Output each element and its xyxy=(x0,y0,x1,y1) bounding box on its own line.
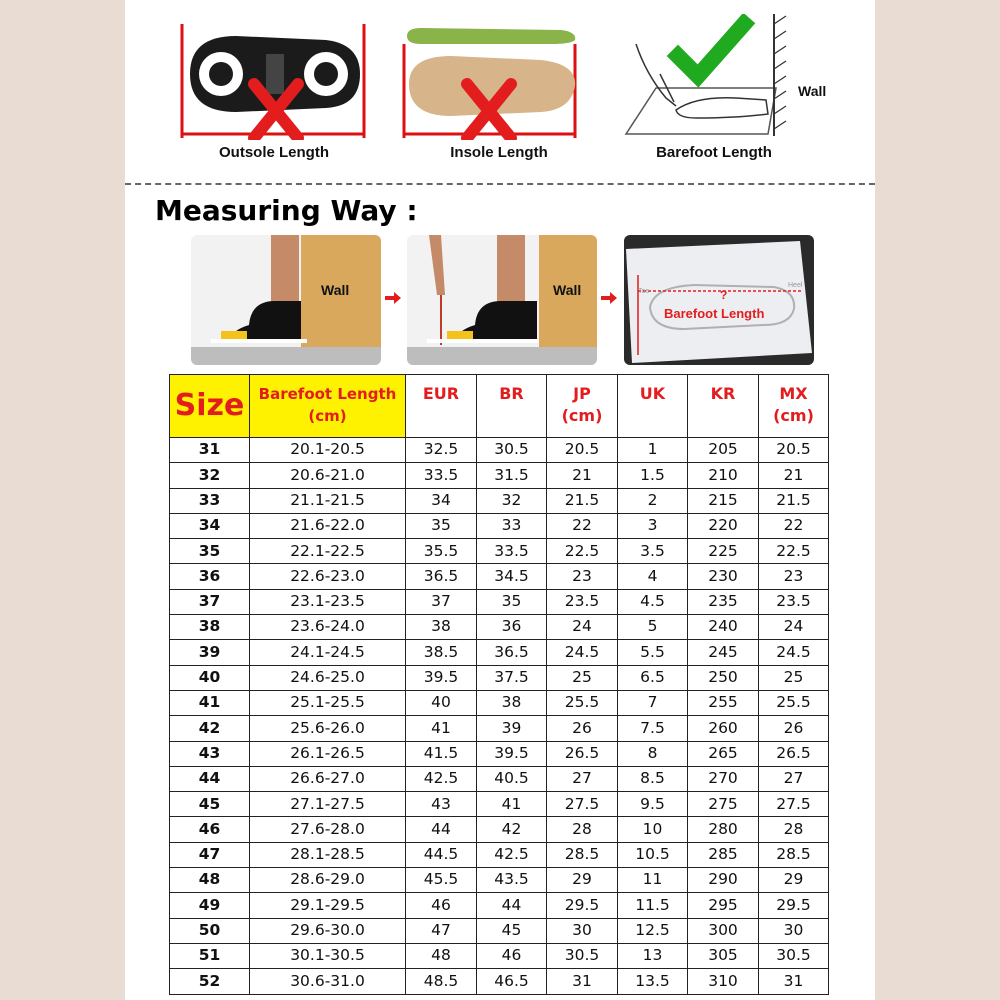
table-cell: 40.5 xyxy=(477,766,547,791)
table-cell: 30.5 xyxy=(547,943,618,968)
table-row xyxy=(170,438,829,463)
dashed-divider xyxy=(125,183,875,185)
table-cell: 310 xyxy=(688,969,759,994)
size-cell: 43 xyxy=(170,741,250,766)
table-cell: 45 xyxy=(477,918,547,943)
table-cell: 39.5 xyxy=(406,665,477,690)
table-cell: 35 xyxy=(406,513,477,538)
table-row xyxy=(170,488,829,513)
table-cell: 230 xyxy=(688,564,759,589)
table-cell: 28.6-29.0 xyxy=(250,868,406,893)
table-cell: 29.6-30.0 xyxy=(250,918,406,943)
table-cell: 300 xyxy=(688,918,759,943)
paper-question-label: ? xyxy=(720,288,728,302)
table-cell: 25 xyxy=(759,665,829,690)
table-cell: 7.5 xyxy=(618,716,688,741)
table-cell: 36 xyxy=(477,615,547,640)
table-cell: 43 xyxy=(406,792,477,817)
table-cell: 20.1-20.5 xyxy=(250,438,406,463)
table-cell: 21.5 xyxy=(547,488,618,513)
size-cell: 47 xyxy=(170,842,250,867)
table-cell: 24 xyxy=(759,615,829,640)
table-cell: 26 xyxy=(759,716,829,741)
size-chart-table xyxy=(169,374,829,995)
paper-barefoot-label: Barefoot Length xyxy=(664,306,765,321)
table-cell: 38 xyxy=(477,690,547,715)
table-cell: 30.5 xyxy=(477,438,547,463)
table-cell: 46 xyxy=(406,893,477,918)
table-cell: 27 xyxy=(547,766,618,791)
table-cell: 4.5 xyxy=(618,589,688,614)
table-cell: 20.5 xyxy=(759,438,829,463)
table-cell: 34 xyxy=(406,488,477,513)
size-cell: 52 xyxy=(170,969,250,994)
outsole-method xyxy=(176,14,372,164)
table-cell: 20.6-21.0 xyxy=(250,463,406,488)
table-cell: 28.1-28.5 xyxy=(250,842,406,867)
table-cell: 40 xyxy=(406,690,477,715)
table-cell: 23 xyxy=(759,564,829,589)
table-cell: 32 xyxy=(477,488,547,513)
header-eur: EUR xyxy=(406,375,477,438)
table-cell: 29 xyxy=(547,868,618,893)
table-cell: 26.5 xyxy=(547,741,618,766)
table-row xyxy=(170,615,829,640)
table-cell: 39 xyxy=(477,716,547,741)
table-cell: 8 xyxy=(618,741,688,766)
table-cell: 28.5 xyxy=(759,842,829,867)
barefoot-image xyxy=(616,14,846,140)
table-cell: 46 xyxy=(477,943,547,968)
table-cell: 34.5 xyxy=(477,564,547,589)
table-cell: 24.1-24.5 xyxy=(250,640,406,665)
table-cell: 44 xyxy=(406,817,477,842)
table-cell: 36.5 xyxy=(406,564,477,589)
table-cell: 22.5 xyxy=(547,539,618,564)
table-cell: 290 xyxy=(688,868,759,893)
wall-label-1: Wall xyxy=(321,282,350,298)
table-cell: 41 xyxy=(477,792,547,817)
table-cell: 41 xyxy=(406,716,477,741)
size-cell: 51 xyxy=(170,943,250,968)
arrow-right-icon xyxy=(601,292,617,304)
table-cell: 35 xyxy=(477,589,547,614)
table-cell: 13.5 xyxy=(618,969,688,994)
header-uk: UK xyxy=(618,375,688,438)
table-cell: 24.6-25.0 xyxy=(250,665,406,690)
table-cell: 29.5 xyxy=(759,893,829,918)
table-cell: 305 xyxy=(688,943,759,968)
table-cell: 240 xyxy=(688,615,759,640)
table-cell: 25.6-26.0 xyxy=(250,716,406,741)
size-cell: 38 xyxy=(170,615,250,640)
table-row xyxy=(170,943,829,968)
size-cell: 36 xyxy=(170,564,250,589)
table-cell: 22.1-22.5 xyxy=(250,539,406,564)
table-cell: 295 xyxy=(688,893,759,918)
table-cell: 27.1-27.5 xyxy=(250,792,406,817)
table-row xyxy=(170,766,829,791)
size-cell: 50 xyxy=(170,918,250,943)
header-barefoot: Barefoot Length (cm) xyxy=(250,375,406,438)
table-cell: 12.5 xyxy=(618,918,688,943)
table-cell: 2 xyxy=(618,488,688,513)
table-cell: 47 xyxy=(406,918,477,943)
paper-heel-label: Heel xyxy=(788,282,803,289)
size-cell: 48 xyxy=(170,868,250,893)
header-size: Size xyxy=(170,375,250,438)
size-cell: 32 xyxy=(170,463,250,488)
table-cell: 21 xyxy=(759,463,829,488)
table-cell: 28.5 xyxy=(547,842,618,867)
table-cell: 42.5 xyxy=(406,766,477,791)
table-cell: 30 xyxy=(759,918,829,943)
header-kr: KR xyxy=(688,375,759,438)
table-cell: 37 xyxy=(406,589,477,614)
table-cell: 29 xyxy=(759,868,829,893)
table-cell: 37.5 xyxy=(477,665,547,690)
insole-image xyxy=(401,14,597,140)
table-cell: 250 xyxy=(688,665,759,690)
table-cell: 25 xyxy=(547,665,618,690)
table-cell: 21.6-22.0 xyxy=(250,513,406,538)
table-cell: 245 xyxy=(688,640,759,665)
table-row xyxy=(170,792,829,817)
table-cell: 29.1-29.5 xyxy=(250,893,406,918)
size-cell: 40 xyxy=(170,665,250,690)
table-cell: 22.5 xyxy=(759,539,829,564)
table-cell: 22 xyxy=(547,513,618,538)
table-cell: 11 xyxy=(618,868,688,893)
table-row xyxy=(170,741,829,766)
table-row xyxy=(170,463,829,488)
table-cell: 21 xyxy=(547,463,618,488)
size-cell: 42 xyxy=(170,716,250,741)
table-cell: 33.5 xyxy=(406,463,477,488)
size-cell: 39 xyxy=(170,640,250,665)
paper-toe-label: Toe xyxy=(638,288,650,295)
table-cell: 23.1-23.5 xyxy=(250,589,406,614)
table-cell: 31 xyxy=(547,969,618,994)
measuring-photo-3 xyxy=(624,235,814,365)
wall-label-2: Wall xyxy=(553,282,582,298)
outsole-caption: Outsole Length xyxy=(219,144,329,161)
table-cell: 44 xyxy=(477,893,547,918)
outsole-image xyxy=(176,14,372,140)
table-cell: 31.5 xyxy=(477,463,547,488)
table-cell: 39.5 xyxy=(477,741,547,766)
table-row xyxy=(170,640,829,665)
size-cell: 33 xyxy=(170,488,250,513)
table-cell: 21.1-21.5 xyxy=(250,488,406,513)
table-cell: 26 xyxy=(547,716,618,741)
table-cell: 33 xyxy=(477,513,547,538)
table-row xyxy=(170,817,829,842)
insole-method xyxy=(401,14,597,164)
table-cell: 265 xyxy=(688,741,759,766)
table-row xyxy=(170,716,829,741)
table-cell: 48.5 xyxy=(406,969,477,994)
table-cell: 43.5 xyxy=(477,868,547,893)
table-cell: 285 xyxy=(688,842,759,867)
table-body xyxy=(170,438,829,995)
table-cell: 27.5 xyxy=(547,792,618,817)
table-cell: 32.5 xyxy=(406,438,477,463)
table-cell: 255 xyxy=(688,690,759,715)
table-cell: 38 xyxy=(406,615,477,640)
table-row xyxy=(170,893,829,918)
measuring-photo-2 xyxy=(407,235,597,365)
table-cell: 1.5 xyxy=(618,463,688,488)
table-row xyxy=(170,564,829,589)
table-row xyxy=(170,868,829,893)
table-cell: 23 xyxy=(547,564,618,589)
header-mx: MX (cm) xyxy=(759,375,829,438)
wall-label-top: Wall xyxy=(798,83,827,99)
table-row xyxy=(170,842,829,867)
table-cell: 7 xyxy=(618,690,688,715)
table-cell: 35.5 xyxy=(406,539,477,564)
table-cell: 6.5 xyxy=(618,665,688,690)
table-cell: 27.5 xyxy=(759,792,829,817)
table-row xyxy=(170,918,829,943)
table-cell: 30.5 xyxy=(759,943,829,968)
table-cell: 44.5 xyxy=(406,842,477,867)
size-cell: 41 xyxy=(170,690,250,715)
size-cell: 44 xyxy=(170,766,250,791)
table-cell: 25.5 xyxy=(547,690,618,715)
table-row xyxy=(170,589,829,614)
table-header-row xyxy=(170,375,829,438)
table-row xyxy=(170,513,829,538)
table-cell: 28 xyxy=(759,817,829,842)
table-cell: 210 xyxy=(688,463,759,488)
table-cell: 24.5 xyxy=(547,640,618,665)
size-cell: 46 xyxy=(170,817,250,842)
table-cell: 27 xyxy=(759,766,829,791)
table-cell: 25.1-25.5 xyxy=(250,690,406,715)
table-cell: 10 xyxy=(618,817,688,842)
table-cell: 30 xyxy=(547,918,618,943)
table-cell: 30.6-31.0 xyxy=(250,969,406,994)
table-cell: 235 xyxy=(688,589,759,614)
table-cell: 4 xyxy=(618,564,688,589)
table-cell: 5.5 xyxy=(618,640,688,665)
table-cell: 31 xyxy=(759,969,829,994)
table-cell: 260 xyxy=(688,716,759,741)
table-cell: 220 xyxy=(688,513,759,538)
table-cell: 33.5 xyxy=(477,539,547,564)
table-row xyxy=(170,690,829,715)
size-cell: 45 xyxy=(170,792,250,817)
table-cell: 25.5 xyxy=(759,690,829,715)
table-cell: 225 xyxy=(688,539,759,564)
check-icon xyxy=(678,24,744,76)
table-cell: 215 xyxy=(688,488,759,513)
size-cell: 31 xyxy=(170,438,250,463)
table-cell: 275 xyxy=(688,792,759,817)
table-cell: 5 xyxy=(618,615,688,640)
table-cell: 45.5 xyxy=(406,868,477,893)
arrow-right-icon xyxy=(385,292,401,304)
table-cell: 21.5 xyxy=(759,488,829,513)
table-cell: 1 xyxy=(618,438,688,463)
table-cell: 26.6-27.0 xyxy=(250,766,406,791)
table-cell: 22 xyxy=(759,513,829,538)
section-title: Measuring Way : xyxy=(155,194,418,227)
table-cell: 30.1-30.5 xyxy=(250,943,406,968)
barefoot-method xyxy=(616,14,846,164)
header-br: BR xyxy=(477,375,547,438)
table-cell: 9.5 xyxy=(618,792,688,817)
table-cell: 24.5 xyxy=(759,640,829,665)
table-cell: 3.5 xyxy=(618,539,688,564)
measuring-photo-1 xyxy=(191,235,381,365)
table-cell: 28 xyxy=(547,817,618,842)
table-cell: 41.5 xyxy=(406,741,477,766)
table-cell: 29.5 xyxy=(547,893,618,918)
table-row xyxy=(170,969,829,994)
table-cell: 23.5 xyxy=(547,589,618,614)
size-cell: 34 xyxy=(170,513,250,538)
table-cell: 24 xyxy=(547,615,618,640)
table-cell: 36.5 xyxy=(477,640,547,665)
table-cell: 10.5 xyxy=(618,842,688,867)
table-cell: 46.5 xyxy=(477,969,547,994)
table-cell: 13 xyxy=(618,943,688,968)
table-cell: 42 xyxy=(477,817,547,842)
table-cell: 48 xyxy=(406,943,477,968)
table-row xyxy=(170,665,829,690)
table-cell: 205 xyxy=(688,438,759,463)
insole-caption: Insole Length xyxy=(450,144,548,161)
table-cell: 8.5 xyxy=(618,766,688,791)
table-cell: 42.5 xyxy=(477,842,547,867)
barefoot-caption: Barefoot Length xyxy=(656,144,772,161)
table-cell: 20.5 xyxy=(547,438,618,463)
table-cell: 23.5 xyxy=(759,589,829,614)
size-cell: 37 xyxy=(170,589,250,614)
table-cell: 23.6-24.0 xyxy=(250,615,406,640)
table-cell: 3 xyxy=(618,513,688,538)
header-jp: JP (cm) xyxy=(547,375,618,438)
table-cell: 22.6-23.0 xyxy=(250,564,406,589)
size-cell: 49 xyxy=(170,893,250,918)
table-cell: 27.6-28.0 xyxy=(250,817,406,842)
table-row xyxy=(170,539,829,564)
table-cell: 270 xyxy=(688,766,759,791)
table-cell: 11.5 xyxy=(618,893,688,918)
size-cell: 35 xyxy=(170,539,250,564)
table-cell: 38.5 xyxy=(406,640,477,665)
table-cell: 280 xyxy=(688,817,759,842)
table-cell: 26.5 xyxy=(759,741,829,766)
table-cell: 26.1-26.5 xyxy=(250,741,406,766)
